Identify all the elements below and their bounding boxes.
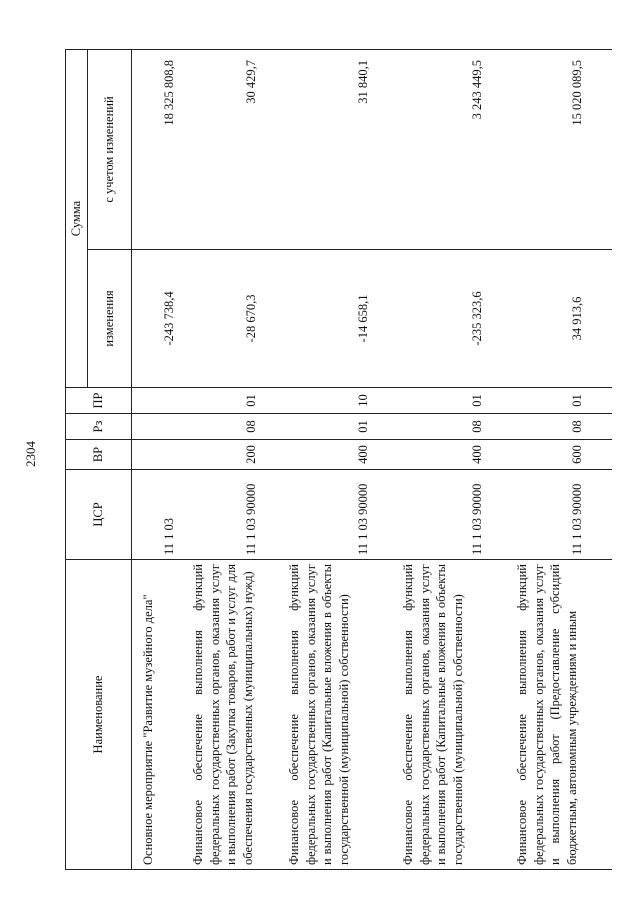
row-name: Финансовое обеспечение выполнения функций федеральных государственных органов, оказания услуг и выполнения работ (Капитальные вложения в объекты государственной (муниципальной) собственности)	[398, 560, 512, 870]
row-name: Финансовое обеспечение выполнения функций федеральных государственных органов, оказания услуг и выполнения работ (Закупка товаров, работ и услуг для обеспечения государственных (муниципальных) нужд)	[188, 560, 284, 870]
table-row	[188, 50, 284, 870]
row-pr: 01	[398, 388, 512, 414]
row-vr	[138, 440, 188, 470]
row-change: 34 913,6	[512, 250, 612, 388]
row-csr: 11 1 03 90000	[512, 470, 612, 560]
row-change: -243 738,4	[138, 250, 188, 388]
row-total: 30 429,7	[188, 50, 284, 250]
rotated-page	[65, 50, 615, 870]
row-change: -28 670,3	[188, 250, 284, 388]
header-name: Наименование	[66, 560, 132, 870]
header-change: изменения	[88, 250, 132, 388]
row-pr	[138, 388, 188, 414]
row-csr: 11 1 03	[138, 470, 188, 560]
budget-table	[65, 49, 612, 870]
row-csr: 11 1 03 90000	[188, 470, 284, 560]
row-csr: 11 1 03 90000	[284, 470, 398, 560]
row-change: -235 323,6	[398, 250, 512, 388]
row-vr: 400	[284, 440, 398, 470]
row-total: 18 325 808,8	[138, 50, 188, 250]
row-vr: 600	[512, 440, 612, 470]
table-row	[398, 50, 512, 870]
row-rz: 08	[512, 414, 612, 440]
header-sum: Сумма	[66, 50, 88, 388]
row-total: 3 243 449,5	[398, 50, 512, 250]
header-vr: ВР	[66, 440, 132, 470]
table-header	[66, 50, 132, 870]
row-name: Основное мероприятие "Развитие музейного дела"	[138, 560, 188, 870]
row-rz	[138, 414, 188, 440]
row-rz: 08	[398, 414, 512, 440]
header-with-changes: с учетом изменений	[88, 50, 132, 250]
row-name: Финансовое обеспечение выполнения функций федеральных государственных органов, оказания услуг и выполнения работ (Предоставление субсидий бюджетным, автономным учреждениям и иным	[512, 560, 612, 870]
row-pr: 01	[512, 388, 612, 414]
row-pr: 01	[188, 388, 284, 414]
row-vr: 200	[188, 440, 284, 470]
row-change: -14 658,1	[284, 250, 398, 388]
header-pr: ПР	[66, 388, 132, 414]
header-rz: Рз	[66, 414, 132, 440]
table-row	[138, 50, 188, 870]
header-csr: ЦСР	[66, 470, 132, 560]
row-csr: 11 1 03 90000	[398, 470, 512, 560]
row-name: Финансовое обеспечение выполнения функций федеральных государственных органов, оказания услуг и выполнения работ (Капитальные вложения в объекты государственной (муниципальной) собственности)	[284, 560, 398, 870]
table-row	[512, 50, 612, 870]
row-pr: 10	[284, 388, 398, 414]
row-rz: 08	[188, 414, 284, 440]
row-rz: 01	[284, 414, 398, 440]
table-row	[284, 50, 398, 870]
row-total: 15 020 089,5	[512, 50, 612, 250]
page-number: 2304	[23, 441, 38, 467]
row-vr: 400	[398, 440, 512, 470]
row-total: 31 840,1	[284, 50, 398, 250]
